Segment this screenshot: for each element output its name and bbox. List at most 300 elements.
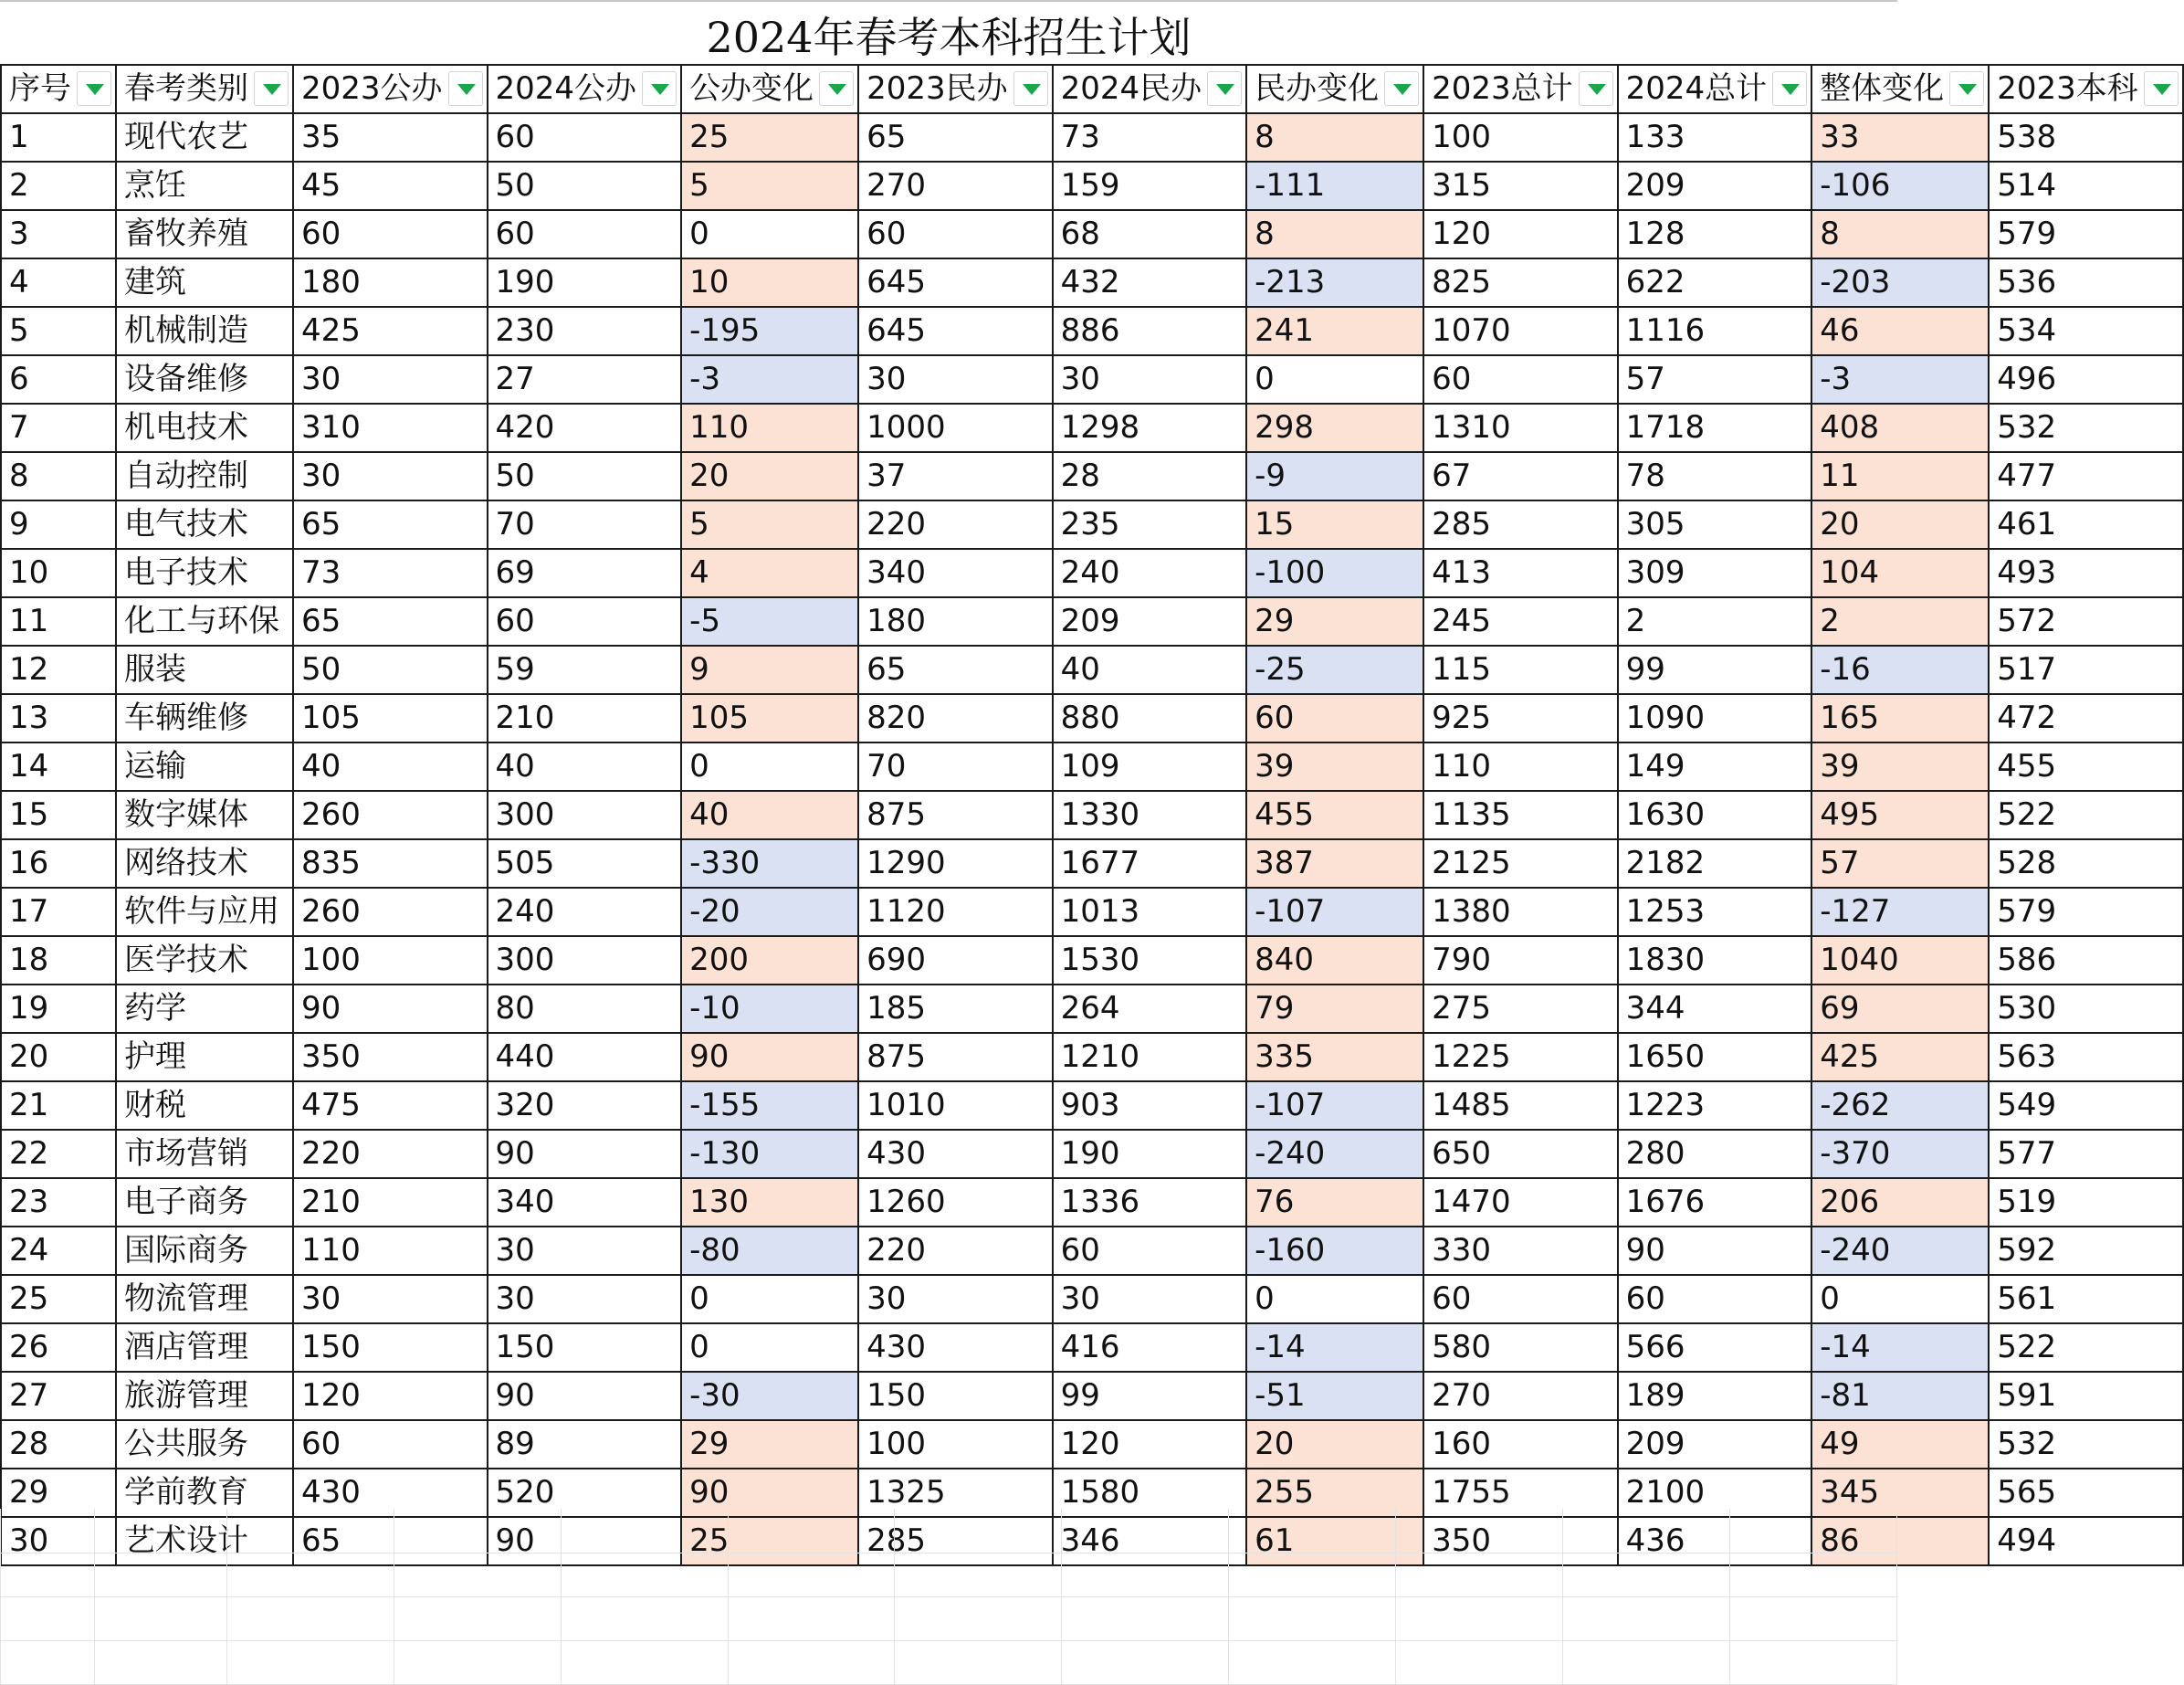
- table-cell[interactable]: [681, 1178, 858, 1227]
- table-cell[interactable]: [1811, 646, 1989, 694]
- table-cell[interactable]: [1618, 888, 1812, 936]
- dropdown-filter-icon[interactable]: [77, 71, 111, 106]
- dropdown-filter-icon[interactable]: [642, 71, 677, 106]
- table-cell[interactable]: [1989, 597, 2183, 646]
- empty-cell[interactable]: [895, 1640, 1062, 1684]
- table-cell[interactable]: [1989, 791, 2183, 839]
- table-cell[interactable]: [293, 936, 488, 985]
- empty-cell[interactable]: [1229, 1553, 1396, 1596]
- table-cell[interactable]: [1811, 1420, 1989, 1469]
- table-cell[interactable]: [681, 1323, 858, 1372]
- table-cell[interactable]: [858, 452, 1053, 500]
- table-cell[interactable]: [488, 549, 682, 597]
- table-cell[interactable]: [488, 791, 682, 839]
- empty-cell[interactable]: [895, 1596, 1062, 1640]
- table-cell[interactable]: [488, 888, 682, 936]
- table-cell[interactable]: [1423, 1178, 1618, 1227]
- table-cell[interactable]: [1, 549, 116, 597]
- table-cell[interactable]: [293, 1130, 488, 1178]
- column-header-11[interactable]: [1989, 65, 2183, 113]
- table-cell[interactable]: [858, 936, 1053, 985]
- table-cell[interactable]: [681, 839, 858, 888]
- table-cell[interactable]: [1618, 1081, 1812, 1130]
- table-cell[interactable]: [1618, 1275, 1812, 1323]
- table-cell[interactable]: [1053, 985, 1247, 1033]
- table-cell[interactable]: [293, 1178, 488, 1227]
- table-cell[interactable]: [488, 839, 682, 888]
- empty-cell[interactable]: [1730, 1553, 1897, 1596]
- table-cell[interactable]: [293, 985, 488, 1033]
- table-cell[interactable]: [116, 1178, 293, 1227]
- table-cell[interactable]: [1618, 452, 1812, 500]
- table-cell[interactable]: [1811, 1033, 1989, 1081]
- table-cell[interactable]: [1423, 936, 1618, 985]
- table-cell[interactable]: [1811, 1227, 1989, 1275]
- table-cell[interactable]: [1053, 742, 1247, 791]
- table-cell[interactable]: [1811, 500, 1989, 549]
- table-cell[interactable]: [1989, 1033, 2183, 1081]
- table-cell[interactable]: [488, 1323, 682, 1372]
- empty-cell[interactable]: [728, 1596, 895, 1640]
- table-cell[interactable]: [858, 839, 1053, 888]
- table-cell[interactable]: [1246, 742, 1423, 791]
- table-cell[interactable]: [1053, 1178, 1247, 1227]
- table-cell[interactable]: [858, 888, 1053, 936]
- table-cell[interactable]: [1053, 1323, 1247, 1372]
- table-cell[interactable]: [1, 1372, 116, 1420]
- table-cell[interactable]: [681, 791, 858, 839]
- table-cell[interactable]: [1989, 355, 2183, 404]
- table-cell[interactable]: [1246, 985, 1423, 1033]
- table-cell[interactable]: [293, 791, 488, 839]
- empty-cell[interactable]: [226, 1553, 394, 1596]
- table-cell[interactable]: [1618, 936, 1812, 985]
- empty-cell[interactable]: [1730, 1640, 1897, 1684]
- table-cell[interactable]: [1618, 404, 1812, 452]
- empty-cell[interactable]: [895, 1509, 1062, 1553]
- table-cell[interactable]: [1618, 742, 1812, 791]
- table-cell[interactable]: [488, 597, 682, 646]
- table-cell[interactable]: [293, 888, 488, 936]
- table-cell[interactable]: [1246, 1178, 1423, 1227]
- table-cell[interactable]: [1618, 985, 1812, 1033]
- table-cell[interactable]: [293, 1323, 488, 1372]
- table-cell[interactable]: [681, 742, 858, 791]
- table-cell[interactable]: [116, 1033, 293, 1081]
- table-cell[interactable]: [681, 985, 858, 1033]
- table-cell[interactable]: [1811, 113, 1989, 162]
- table-cell[interactable]: [293, 839, 488, 888]
- empty-cell[interactable]: [394, 1553, 561, 1596]
- table-cell[interactable]: [681, 355, 858, 404]
- table-cell[interactable]: [488, 113, 682, 162]
- table-cell[interactable]: [1, 355, 116, 404]
- table-cell[interactable]: [488, 404, 682, 452]
- table-cell[interactable]: [1989, 888, 2183, 936]
- column-header-1[interactable]: [116, 65, 293, 113]
- table-cell[interactable]: [116, 985, 293, 1033]
- table-cell[interactable]: [1989, 549, 2183, 597]
- empty-cell[interactable]: [1062, 1509, 1229, 1553]
- table-cell[interactable]: [1811, 404, 1989, 452]
- column-header-9[interactable]: [1618, 65, 1812, 113]
- table-cell[interactable]: [1423, 985, 1618, 1033]
- table-cell[interactable]: [681, 500, 858, 549]
- table-cell[interactable]: [293, 258, 488, 307]
- empty-cell[interactable]: [94, 1553, 226, 1596]
- table-cell[interactable]: [858, 1227, 1053, 1275]
- empty-cell[interactable]: [1062, 1640, 1229, 1684]
- table-cell[interactable]: [1, 985, 116, 1033]
- table-cell[interactable]: [293, 500, 488, 549]
- empty-cell[interactable]: [1563, 1640, 1730, 1684]
- dropdown-filter-icon[interactable]: [1384, 71, 1419, 106]
- table-cell[interactable]: [1, 307, 116, 355]
- table-cell[interactable]: [1053, 1227, 1247, 1275]
- empty-cell[interactable]: [394, 1640, 561, 1684]
- table-cell[interactable]: [1618, 1323, 1812, 1372]
- table-cell[interactable]: [1423, 888, 1618, 936]
- table-cell[interactable]: [1, 742, 116, 791]
- table-cell[interactable]: [1618, 1372, 1812, 1420]
- table-cell[interactable]: [1053, 500, 1247, 549]
- empty-cell[interactable]: [561, 1553, 728, 1596]
- table-cell[interactable]: [1618, 210, 1812, 258]
- column-header-2[interactable]: [293, 65, 488, 113]
- table-cell[interactable]: [858, 355, 1053, 404]
- table-cell[interactable]: [1423, 646, 1618, 694]
- table-cell[interactable]: [1989, 258, 2183, 307]
- table-cell[interactable]: [293, 1033, 488, 1081]
- table-cell[interactable]: [1053, 1130, 1247, 1178]
- empty-cell[interactable]: [226, 1596, 394, 1640]
- table-cell[interactable]: [1, 210, 116, 258]
- table-cell[interactable]: [1246, 452, 1423, 500]
- table-cell[interactable]: [1, 404, 116, 452]
- table-cell[interactable]: [1423, 258, 1618, 307]
- dropdown-filter-icon[interactable]: [1949, 71, 1984, 106]
- table-cell[interactable]: [488, 1130, 682, 1178]
- empty-cell[interactable]: [94, 1509, 226, 1553]
- table-cell[interactable]: [116, 404, 293, 452]
- table-cell[interactable]: [488, 1227, 682, 1275]
- empty-cell[interactable]: [1229, 1640, 1396, 1684]
- table-cell[interactable]: [858, 1275, 1053, 1323]
- table-cell[interactable]: [1618, 1033, 1812, 1081]
- table-cell[interactable]: [293, 355, 488, 404]
- table-cell[interactable]: [293, 1275, 488, 1323]
- table-cell[interactable]: [1423, 162, 1618, 210]
- table-cell[interactable]: [1423, 404, 1618, 452]
- dropdown-filter-icon[interactable]: [2144, 71, 2179, 106]
- table-cell[interactable]: [1, 1420, 116, 1469]
- table-cell[interactable]: [116, 1420, 293, 1469]
- table-cell[interactable]: [1053, 1420, 1247, 1469]
- table-cell[interactable]: [488, 936, 682, 985]
- table-cell[interactable]: [858, 694, 1053, 742]
- table-cell[interactable]: [1423, 210, 1618, 258]
- table-cell[interactable]: [681, 404, 858, 452]
- table-cell[interactable]: [681, 694, 858, 742]
- table-cell[interactable]: [1989, 985, 2183, 1033]
- table-cell[interactable]: [1053, 549, 1247, 597]
- table-cell[interactable]: [1618, 791, 1812, 839]
- table-cell[interactable]: [1053, 646, 1247, 694]
- table-cell[interactable]: [1811, 936, 1989, 985]
- table-cell[interactable]: [116, 791, 293, 839]
- table-cell[interactable]: [488, 646, 682, 694]
- table-cell[interactable]: [1423, 1033, 1618, 1081]
- table-cell[interactable]: [1423, 1081, 1618, 1130]
- table-cell[interactable]: [1989, 162, 2183, 210]
- table-cell[interactable]: [858, 1420, 1053, 1469]
- table-cell[interactable]: [293, 694, 488, 742]
- table-cell[interactable]: [1, 1033, 116, 1081]
- table-cell[interactable]: [1, 597, 116, 646]
- table-cell[interactable]: [1811, 162, 1989, 210]
- table-cell[interactable]: [1618, 1178, 1812, 1227]
- table-cell[interactable]: [1423, 742, 1618, 791]
- table-cell[interactable]: [488, 162, 682, 210]
- table-cell[interactable]: [1053, 839, 1247, 888]
- table-cell[interactable]: [1989, 113, 2183, 162]
- table-cell[interactable]: [1246, 1275, 1423, 1323]
- table-cell[interactable]: [1811, 258, 1989, 307]
- table-cell[interactable]: [1618, 307, 1812, 355]
- column-header-0[interactable]: [1, 65, 116, 113]
- table-cell[interactable]: [1246, 162, 1423, 210]
- table-cell[interactable]: [1618, 597, 1812, 646]
- column-header-10[interactable]: [1811, 65, 1989, 113]
- table-cell[interactable]: [1618, 646, 1812, 694]
- table-cell[interactable]: [1, 646, 116, 694]
- table-cell[interactable]: [858, 791, 1053, 839]
- table-cell[interactable]: [1246, 307, 1423, 355]
- table-cell[interactable]: [681, 210, 858, 258]
- table-cell[interactable]: [488, 694, 682, 742]
- table-cell[interactable]: [858, 1323, 1053, 1372]
- table-cell[interactable]: [1423, 1323, 1618, 1372]
- column-header-7[interactable]: [1246, 65, 1423, 113]
- table-cell[interactable]: [1246, 791, 1423, 839]
- table-cell[interactable]: [116, 646, 293, 694]
- table-cell[interactable]: [488, 1372, 682, 1420]
- table-cell[interactable]: [1423, 1227, 1618, 1275]
- table-cell[interactable]: [1989, 694, 2183, 742]
- table-cell[interactable]: [116, 1275, 293, 1323]
- empty-cell[interactable]: [1, 1509, 95, 1553]
- table-cell[interactable]: [1053, 1081, 1247, 1130]
- table-cell[interactable]: [488, 742, 682, 791]
- table-cell[interactable]: [488, 500, 682, 549]
- table-cell[interactable]: [858, 113, 1053, 162]
- table-cell[interactable]: [1811, 1130, 1989, 1178]
- table-cell[interactable]: [1811, 1178, 1989, 1227]
- table-cell[interactable]: [1, 1323, 116, 1372]
- table-cell[interactable]: [1246, 404, 1423, 452]
- table-cell[interactable]: [116, 549, 293, 597]
- table-cell[interactable]: [116, 210, 293, 258]
- table-cell[interactable]: [1, 113, 116, 162]
- table-cell[interactable]: [293, 1227, 488, 1275]
- table-cell[interactable]: [858, 1178, 1053, 1227]
- dropdown-filter-icon[interactable]: [1579, 71, 1613, 106]
- table-cell[interactable]: [1246, 355, 1423, 404]
- table-cell[interactable]: [1246, 646, 1423, 694]
- table-cell[interactable]: [681, 307, 858, 355]
- table-cell[interactable]: [1989, 1178, 2183, 1227]
- table-cell[interactable]: [858, 500, 1053, 549]
- table-cell[interactable]: [116, 452, 293, 500]
- table-cell[interactable]: [488, 355, 682, 404]
- table-cell[interactable]: [1618, 1130, 1812, 1178]
- table-cell[interactable]: [858, 1033, 1053, 1081]
- table-cell[interactable]: [1423, 355, 1618, 404]
- table-cell[interactable]: [858, 646, 1053, 694]
- table-cell[interactable]: [681, 597, 858, 646]
- empty-cell[interactable]: [728, 1509, 895, 1553]
- empty-cell[interactable]: [1563, 1596, 1730, 1640]
- table-cell[interactable]: [1246, 888, 1423, 936]
- table-cell[interactable]: [1618, 113, 1812, 162]
- table-cell[interactable]: [1618, 355, 1812, 404]
- table-cell[interactable]: [293, 1081, 488, 1130]
- dropdown-filter-icon[interactable]: [1207, 71, 1242, 106]
- table-cell[interactable]: [116, 500, 293, 549]
- table-cell[interactable]: [1989, 1081, 2183, 1130]
- table-cell[interactable]: [116, 162, 293, 210]
- empty-cell[interactable]: [728, 1553, 895, 1596]
- empty-cell[interactable]: [1062, 1553, 1229, 1596]
- table-cell[interactable]: [293, 404, 488, 452]
- table-cell[interactable]: [858, 597, 1053, 646]
- table-cell[interactable]: [681, 258, 858, 307]
- table-cell[interactable]: [1053, 113, 1247, 162]
- table-cell[interactable]: [1, 1081, 116, 1130]
- table-cell[interactable]: [1246, 936, 1423, 985]
- table-cell[interactable]: [858, 742, 1053, 791]
- table-cell[interactable]: [116, 307, 293, 355]
- empty-cell[interactable]: [226, 1640, 394, 1684]
- table-cell[interactable]: [1811, 694, 1989, 742]
- table-cell[interactable]: [858, 258, 1053, 307]
- table-cell[interactable]: [681, 1130, 858, 1178]
- table-cell[interactable]: [858, 404, 1053, 452]
- table-cell[interactable]: [1811, 839, 1989, 888]
- table-cell[interactable]: [1618, 1227, 1812, 1275]
- table-cell[interactable]: [116, 1130, 293, 1178]
- sheet-title[interactable]: 2024年春考本科招生计划: [0, 0, 1897, 64]
- table-cell[interactable]: [858, 549, 1053, 597]
- table-cell[interactable]: [1811, 355, 1989, 404]
- empty-cell[interactable]: [1396, 1640, 1563, 1684]
- table-cell[interactable]: [116, 1323, 293, 1372]
- table-cell[interactable]: [681, 888, 858, 936]
- table-cell[interactable]: [1246, 1081, 1423, 1130]
- table-cell[interactable]: [858, 162, 1053, 210]
- table-cell[interactable]: [681, 1372, 858, 1420]
- table-cell[interactable]: [488, 1275, 682, 1323]
- table-cell[interactable]: [1618, 258, 1812, 307]
- table-cell[interactable]: [1053, 210, 1247, 258]
- table-cell[interactable]: [116, 1081, 293, 1130]
- table-cell[interactable]: [488, 452, 682, 500]
- table-cell[interactable]: [1423, 839, 1618, 888]
- table-cell[interactable]: [1, 452, 116, 500]
- table-cell[interactable]: [293, 549, 488, 597]
- empty-cell[interactable]: [1730, 1509, 1897, 1553]
- empty-cell[interactable]: [226, 1509, 394, 1553]
- table-cell[interactable]: [681, 1081, 858, 1130]
- empty-cell[interactable]: [728, 1640, 895, 1684]
- table-cell[interactable]: [1053, 1033, 1247, 1081]
- table-cell[interactable]: [1053, 258, 1247, 307]
- table-cell[interactable]: [1246, 1323, 1423, 1372]
- table-cell[interactable]: [1989, 839, 2183, 888]
- table-cell[interactable]: [1811, 307, 1989, 355]
- table-cell[interactable]: [1, 936, 116, 985]
- table-cell[interactable]: [1, 1227, 116, 1275]
- table-cell[interactable]: [858, 1130, 1053, 1178]
- table-cell[interactable]: [1423, 1275, 1618, 1323]
- table-cell[interactable]: [116, 936, 293, 985]
- table-cell[interactable]: [1618, 549, 1812, 597]
- table-cell[interactable]: [488, 1420, 682, 1469]
- table-cell[interactable]: [1, 1130, 116, 1178]
- table-cell[interactable]: [1246, 258, 1423, 307]
- empty-cell[interactable]: [1563, 1509, 1730, 1553]
- table-cell[interactable]: [116, 355, 293, 404]
- dropdown-filter-icon[interactable]: [819, 71, 854, 106]
- table-cell[interactable]: [1053, 1372, 1247, 1420]
- table-cell[interactable]: [1053, 355, 1247, 404]
- empty-cell[interactable]: [1, 1596, 95, 1640]
- table-cell[interactable]: [1053, 162, 1247, 210]
- table-cell[interactable]: [1989, 404, 2183, 452]
- empty-cell[interactable]: [1062, 1596, 1229, 1640]
- dropdown-filter-icon[interactable]: [448, 71, 483, 106]
- table-cell[interactable]: [1811, 888, 1989, 936]
- table-cell[interactable]: [681, 1275, 858, 1323]
- table-cell[interactable]: [1423, 500, 1618, 549]
- table-cell[interactable]: [1989, 1372, 2183, 1420]
- table-cell[interactable]: [858, 210, 1053, 258]
- table-cell[interactable]: [1989, 646, 2183, 694]
- table-cell[interactable]: [681, 452, 858, 500]
- empty-cell[interactable]: [1396, 1553, 1563, 1596]
- table-cell[interactable]: [1811, 597, 1989, 646]
- empty-cell[interactable]: [1396, 1596, 1563, 1640]
- table-cell[interactable]: [1423, 1420, 1618, 1469]
- table-cell[interactable]: [1989, 742, 2183, 791]
- table-cell[interactable]: [116, 597, 293, 646]
- table-cell[interactable]: [293, 597, 488, 646]
- table-cell[interactable]: [1811, 1275, 1989, 1323]
- empty-cell[interactable]: [94, 1596, 226, 1640]
- table-cell[interactable]: [681, 936, 858, 985]
- empty-cell[interactable]: [895, 1553, 1062, 1596]
- table-cell[interactable]: [1246, 1227, 1423, 1275]
- empty-cell[interactable]: [1229, 1509, 1396, 1553]
- table-cell[interactable]: [116, 113, 293, 162]
- column-header-3[interactable]: [488, 65, 682, 113]
- table-cell[interactable]: [1811, 742, 1989, 791]
- table-cell[interactable]: [1, 500, 116, 549]
- table-cell[interactable]: [1053, 791, 1247, 839]
- empty-cell[interactable]: [561, 1509, 728, 1553]
- table-cell[interactable]: [293, 307, 488, 355]
- empty-cell[interactable]: [394, 1509, 561, 1553]
